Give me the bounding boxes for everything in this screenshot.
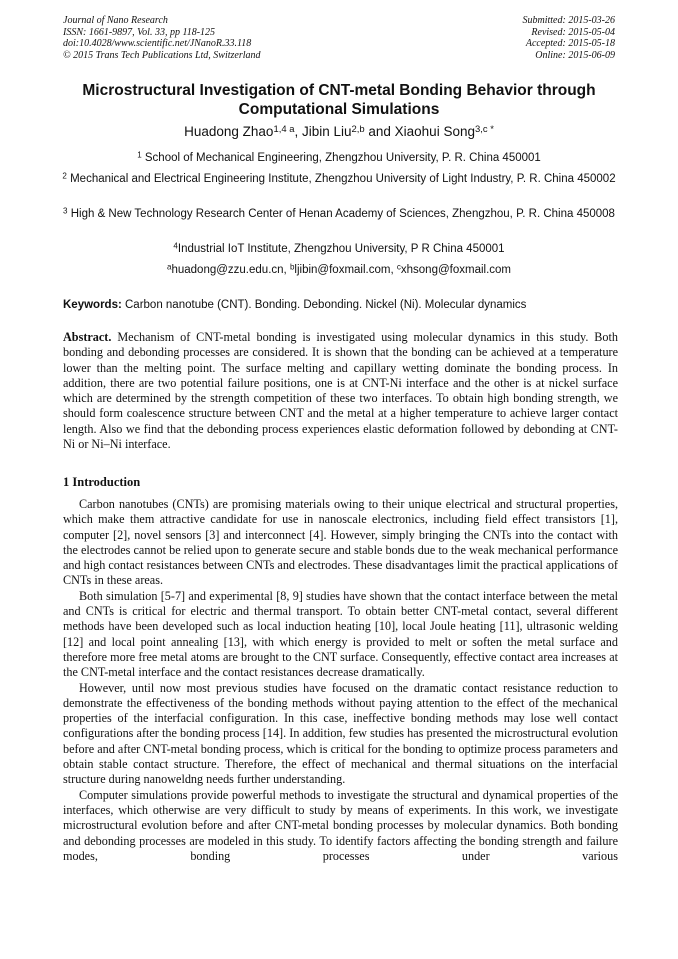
affiliation-4 [62,242,616,257]
paragraph: However, until now most previous studies have focused on the dramatic contact resistance reduction to demonstrate the effectiveness of the bonding methods without paying attention to the effect of the mechanical properties of the interfacial configuration. In this case, ineffective bonding methods may lose well contact configurations after the bonding process [14]. In addition, few studies has presented the microstructural evolution before and after CNT-metal bonding process, which is critical for the bonding to optimize process parameters and obtain stable contact structure. Therefore, the effect of mechanical and thermal situations on the interfacial structure during nanoweldng needs further understanding. [63,680,618,787]
paper-title: Microstructural Investigation of CNT-metal Bonding Behavior through Computational Simulations [82,82,596,118]
date-revised: Revised: 2015-05-04 [531,26,615,38]
affiliation-1 [62,151,616,166]
email-mark: b [289,262,295,272]
author-separator: and [364,124,395,139]
email-link[interactable]: huadong@zzu.edu.cn [171,264,284,276]
date-online: Online: 2015-06-09 [535,49,615,61]
introduction-body [63,497,618,864]
affiliation-mark: 2 [62,171,67,181]
affiliation-mark: 4 [173,241,178,251]
affiliation-text: High & New Technology Research Center of Henan Academy of Sciences, Zhengzhou, P. R. China 450008 [70,208,615,220]
paragraph: Computer simulations provide powerful methods to investigate the structural and dynamical properties of the interfaces, which otherwise are very difficult to study by means of experiments. In this work, we investigate microstructural evolution before and after CNT-metal bonding processes by molecular dynamics. Both bonding and debonding processes are modeled in this study. To identify factors affecting the bonding strength and failure modes, bonding processes under various [63,787,618,863]
paragraph: Carbon nanotubes (CNTs) are promising materials owing to their unique electrical and structural properties, which make them attractive candidate for use in nanoscale electronics, including field effect transistors [1], computer [2], novel sensors [3] and interconnect [4]. However, simply bringing the CNTs into the contact with the electrodes cannot be relied upon to generate secure and stable bonds due to the weak mechanical performance and high contact resistances between CNTs and electrodes. These disadvantages limit the practical applications of CNTs in these areas. [63,497,618,588]
date-accepted: Accepted: 2015-05-18 [525,38,615,49]
author-name: Jibin Liu [301,124,352,139]
author-affiliation-mark: 1,4 a [273,123,295,135]
email-link[interactable]: ljibin@foxmail.com [294,264,391,276]
author-separator: , [294,124,302,139]
affiliation-2 [62,172,616,187]
abstract-label: Abstract. [63,330,112,344]
affiliation-text: Mechanical and Electrical Engineering Institute, Zhengzhou University of Light Industry, P. R. China 450002 [70,173,616,185]
submission-dates [523,15,616,61]
keywords-label: Keywords: [63,299,122,311]
journal-copyright: © 2015 Trans Tech Publications Ltd, Switzerland [63,49,261,61]
author-name: Huadong Zhao [184,124,274,139]
author-name: Xiaohui Song [394,124,475,139]
email-link[interactable]: xhsong@foxmail.com [400,264,511,276]
email-separator: , [283,264,290,276]
affiliation-mark: 1 [137,150,142,160]
section-heading-introduction: 1 Introduction [63,475,141,489]
keywords-text: Carbon nanotube (CNT). Bonding. Debonding. Nickel (Ni). Molecular dynamics [125,299,527,311]
email-separator: , [390,264,397,276]
journal-doi: doi:10.4028/www.scientific.net/JNanoR.33.118 [63,38,252,49]
journal-issn: ISSN: 1661-9897, Vol. 33, pp 118-125 [63,26,216,38]
abstract [63,330,618,452]
affiliation-3 [62,207,616,222]
paragraph: Both simulation [5-7] and experimental [8, 9] studies have shown that the contact interface between the metal and CNTs is critical for electric and thermal transport. To obtain better CNT-metal contact, several different methods have been developed such as local induction heating [10], local Joule heating [11], ultrasonic welding [12] and local point annealing [13], with which energy is provided to melt or soften the metal surface and therefore more free metal atoms are brought to the CNT surface. Consequently, effective contact area increases at the CNT-metal interface and the contact resistances decrease dramatically. [63,588,618,680]
affiliation-text: Industrial IoT Institute, Zhengzhou University, P R China 450001 [177,243,505,255]
email-mark: a [166,262,172,272]
journal-name: Journal of Nano Research [63,15,168,26]
affiliation-mark: 3 [63,206,68,216]
email-mark: c [396,262,401,272]
email-list [62,263,616,278]
author-affiliation-mark: 2,b [351,123,365,135]
date-submitted: Submitted: 2015-03-26 [522,15,615,26]
journal-info [63,15,261,61]
affiliation-text: School of Mechanical Engineering, Zhengzhou University, P. R. China 450001 [144,152,541,164]
keywords [63,298,618,313]
author-list [60,123,618,141]
author-affiliation-mark: 3,c * [474,123,494,135]
abstract-text: Mechanism of CNT-metal bonding is investigated using molecular dynamics in this study. Both bonding and debonding processes are considered. It is shown that the bonding can be achieved at a temperature lower than the melting point. The surface melting and capillary wetting dominate the bonding process. In addition, there are two potential failure positions, one is at CNT-Ni interface and the other is at nickel surface which are determined by the strength competition of these two interfaces. To obtain high bonding strength, we should form coalescence structure between CNT and the metal at a higher temperature to achieve larger contact length. Also we find that the debonding process experiences elastic deformation followed by debonding at CNT-Ni or Ni–Ni interface. [63,330,618,452]
